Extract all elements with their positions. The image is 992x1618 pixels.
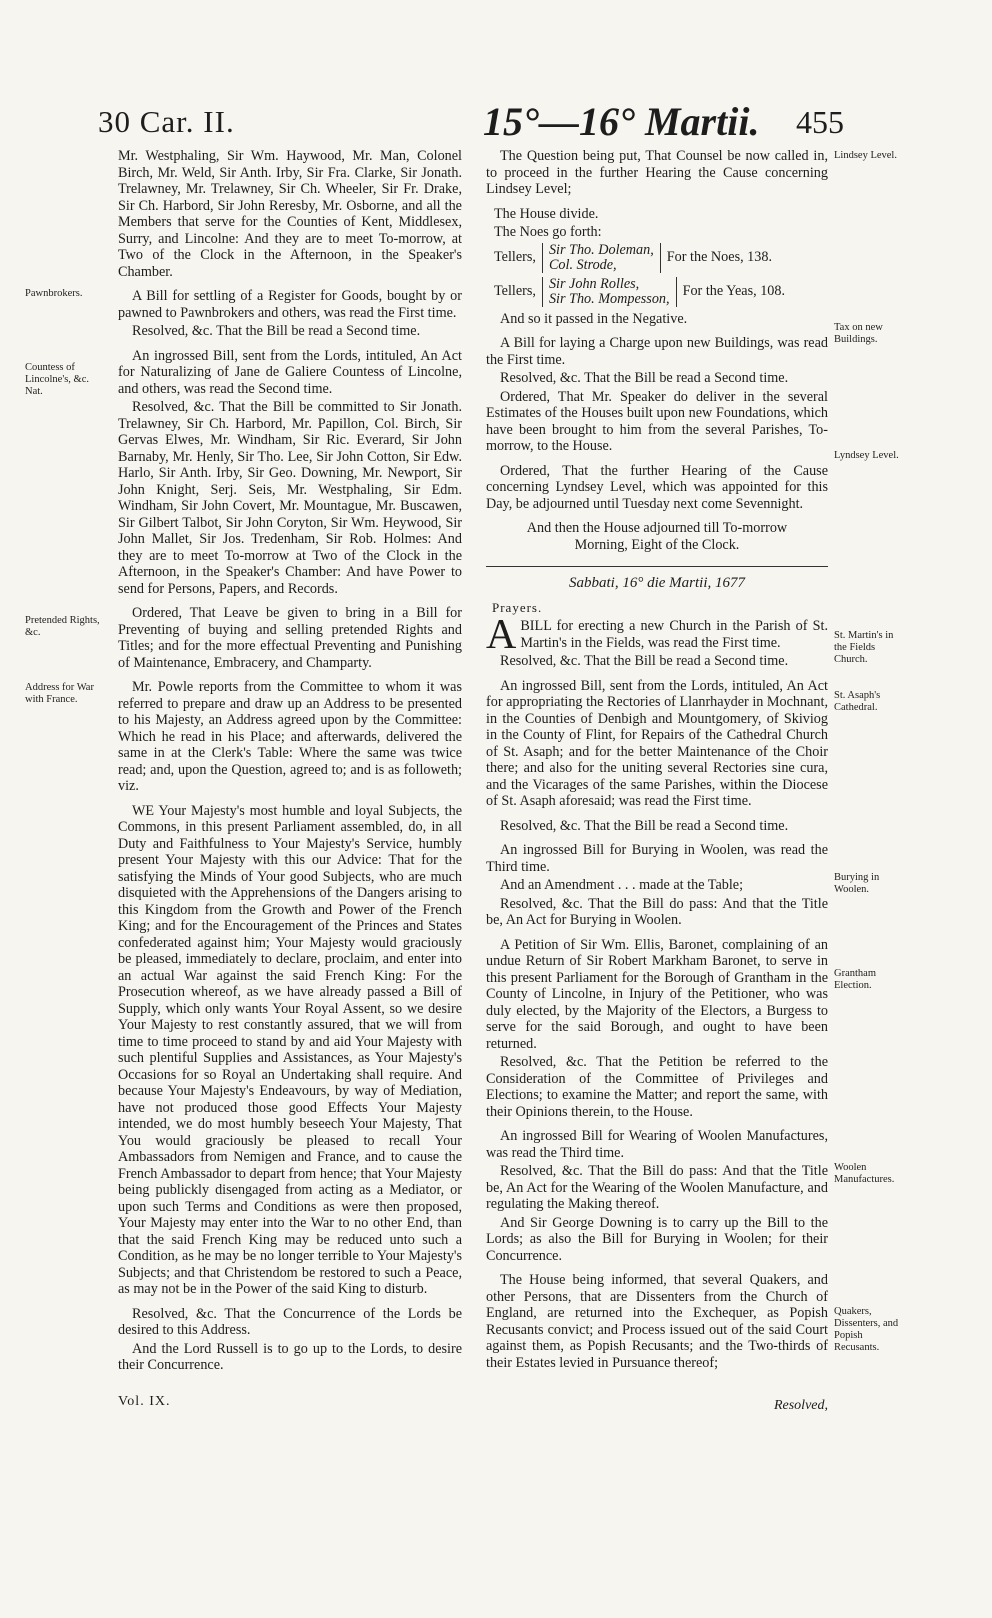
paragraph: Mr. Westphaling, Sir Wm. Haywood, Mr. Man, Colonel Birch, Mr. Weld, Sir Anth. Irby, Sir Fra. Clarke, Sir Jonath. Trelawney, Mr. Trelawney, Sir Ch. Wheeler, Sir Fr. Drake, Sir Ch. Harbord, Sir John Reresby, Mr. Osborne, and all the Members that serve for the Counties of Kent, Middlesex, Surry, and Lincolne: And they are to meet To-morrow, at Two of the Clock in the Afternoon, in the Speaker's Chamber. bbox=[118, 148, 462, 280]
paragraph: A Bill for laying a Charge upon new Buildings, was read the First time. bbox=[486, 335, 828, 368]
tellers-label: Tellers, bbox=[494, 283, 536, 300]
paragraph: An ingrossed Bill for Wearing of Woolen Manufactures, was read the Third time. bbox=[486, 1128, 828, 1161]
division-result: And so it passed in the Negative. bbox=[500, 310, 688, 327]
paragraph: And the Lord Russell is to go up to the Lords, to desire their Concurrence. bbox=[118, 1340, 462, 1373]
teller-name: Sir Tho. Mompesson, bbox=[548, 290, 670, 307]
tellers-noes bbox=[494, 243, 828, 273]
paragraph: Resolved, &c. That the Bill be read a Second time. bbox=[132, 323, 421, 339]
margin-note-lyndsey: Lyndsey Level. bbox=[834, 450, 899, 461]
paragraph: An ingrossed Bill, sent from the Lords, intituled, An Act for Naturalizing of Jane de Galiere Countess of Lincolne, and others, was read the Second time. bbox=[118, 347, 462, 397]
prayers-heading: Prayers. bbox=[492, 599, 543, 615]
paragraph: The Question being put, That Counsel be now called in, to proceed in the further Hearing the Cause concerning Lindsey Level; bbox=[486, 148, 828, 197]
section-divider bbox=[486, 566, 828, 567]
vote-count: For the Yeas, 108. bbox=[682, 283, 786, 300]
paragraph: A Petition of Sir Wm. Ellis, Baronet, complaining of an undue Return of Sir Robert Markham Baronet, to serve in this present Parliament for the Borough of Grantham in the County of Lincolne, in Injury of the Petitioner, who was duly elected, by the Majority of the Electors, a Burgess to serve for the said Borough, and ought to have been returned. bbox=[486, 936, 828, 1052]
teller-name: Col. Strode, bbox=[548, 256, 617, 273]
margin-note-quakers: Quakers, Dissenters, and Popish Recusants. bbox=[834, 1306, 899, 1353]
margin-note-lindsey: Lindsey Level. bbox=[834, 150, 897, 161]
paragraph: Mr. Powle reports from the Committee to whom it was referred to prepare and draw up an Address to be presented to his Majesty, an Address agreed upon by the Committee: Which he read in his Place; and afterwards, delivered the same in at the Clerk's Table: Where the same was twice read; and, upon the Question, agreed to; and is as followeth; viz. bbox=[118, 679, 462, 794]
right-column bbox=[486, 148, 828, 1379]
day-heading: Sabbati, 16° die Martii, 1677 bbox=[569, 575, 745, 591]
paragraph: Resolved, &c. That the Bill be read a Second time. bbox=[500, 653, 789, 669]
tellers-names bbox=[542, 277, 677, 307]
paragraph: Ordered, That Leave be given to bring in a Bill for Preventing of buying and selling pretended Rights and Titles; and for the more effectual Preventing and Punishing of Maintenance, Embracery, and Champarty. bbox=[118, 605, 462, 671]
margin-note-pawnbrokers: Pawnbrokers. bbox=[25, 288, 83, 299]
paragraph: Resolved, &c. That the Bill be read a Second time. bbox=[500, 370, 789, 386]
paragraph: A Bill for settling of a Register for Goods, bought by or pawned to Pawnbrokers and others, was read the First time. bbox=[118, 288, 462, 321]
paragraph bbox=[486, 612, 828, 658]
page-number: 455 bbox=[796, 104, 844, 140]
paragraph-text: BILL for erecting a new Church in the Parish of St. Martin's in the Fields, was read the First time. bbox=[520, 618, 828, 651]
drop-cap: A bbox=[486, 612, 517, 658]
vote-count: For the Noes, 138. bbox=[666, 249, 773, 266]
paragraph: Resolved, &c. That the Bill be read a Second time. bbox=[500, 817, 789, 834]
margin-note-st-asaph: St. Asaph's Cathedral. bbox=[834, 690, 881, 713]
paragraph: An ingrossed Bill for Burying in Woolen, was read the Third time. bbox=[486, 842, 828, 875]
paragraph: Resolved, &c. That the Concurrence of the Lords be desired to this Address. bbox=[118, 1305, 462, 1338]
paragraph: The House being informed, that several Quakers, and other Persons, that are Dissenters from the Church of England, are returned into the Exchequer, as Popish Recusants convict; and Process issued out of the said Court against them, as Popish Recusants; and the Two-thirds of their Estates levied in Pursuance thereof; bbox=[486, 1272, 828, 1371]
paragraph: Resolved, &c. That the Bill be committed to Sir Jonath. Trelawney, Sir Ch. Harbord, Mr. Papillon, Col. Birch, Sir Gervas Elwes, Mr. Windham, Sir Ric. Everard, Sir John Barnaby, Mr. Henly, Sir Tho. Lee, Sir John Cotton, Sir Edw. Harlo, Sir Anth. Irby, Sir Geo. Downing, Mr. Newport, Sir John Knight, Serj. Seis, Mr. Westphaling, Sir Edm. Windham, Sir John Covert, Mr. Mountague, Mr. Buscawen, Sir Gilbert Talbot, Sir John Coryton, Sir Wm. Heywood, Sir John Mallet, Sir Jos. Tredenham, Sir Rob. Holmes: And they are to meet To-morrow at Two of the Clock in the Afternoon, in the Speaker's Chamber: And have Power to send for Persons, Papers, and Records. bbox=[118, 399, 462, 597]
paragraph: Ordered, That Mr. Speaker do deliver in the several Estimates of the Houses built upon new Foundations, which have been brought to him from the several Parishes, To-morrow, to the House. bbox=[486, 388, 828, 454]
division-line: The Noes go forth: bbox=[494, 224, 602, 240]
teller-name: Sir John Rolles, bbox=[548, 275, 640, 292]
margin-note-grantham: Grantham Election. bbox=[834, 968, 876, 991]
margin-note-burying: Burying in Woolen. bbox=[834, 872, 880, 895]
paragraph: And an Amendment . . . made at the Table; bbox=[500, 877, 744, 893]
teller-name: Sir Tho. Doleman, bbox=[548, 241, 654, 258]
page-header bbox=[98, 99, 844, 150]
margin-note-woolen: Woolen Manufactures. bbox=[834, 1162, 895, 1185]
left-column bbox=[118, 148, 462, 1382]
tellers-label: Tellers, bbox=[494, 249, 536, 266]
running-head-left: 30 Car. II. bbox=[98, 104, 235, 139]
tellers-names bbox=[542, 243, 661, 273]
catchword: Resolved, bbox=[773, 1398, 828, 1413]
margin-note-pretended-rights: Pretended Rights, &c. bbox=[25, 615, 100, 638]
paragraph: Resolved, &c. That the Bill do pass: And that the Title be, An Act for Burying in Woolen. bbox=[486, 895, 828, 928]
division-line: The House divide. bbox=[494, 205, 599, 222]
margin-note-st-martins: St. Martin's in the Fields Church. bbox=[834, 630, 894, 665]
margin-note-tax: Tax on new Buildings. bbox=[834, 322, 883, 345]
running-head-date: 15°—16° Martii. bbox=[483, 99, 760, 144]
adjournment: And then the House adjourned till To-morrow Morning, Eight of the Clock. bbox=[526, 520, 788, 553]
tellers-yeas bbox=[494, 277, 828, 307]
margin-note-address-war: Address for War with France. bbox=[25, 682, 94, 705]
margin-note-countess: Countess of Lincolne's, &c. Nat. bbox=[25, 362, 89, 397]
volume-mark: Vol. IX. bbox=[118, 1394, 171, 1409]
paragraph: And Sir George Downing is to carry up the Bill to the Lords; as also the Bill for Burying in Woolen; for their Concurrence. bbox=[486, 1214, 828, 1264]
paragraph: Resolved, &c. That the Bill do pass: And that the Title be, An Act for the Wearing of the Woolen Manufacture, and regulating the Making thereof. bbox=[486, 1163, 828, 1212]
address-text: WE Your Majesty's most humble and loyal Subjects, the Commons, in this present Parliament assembled, do, in all Duty and Faithfulness to Your Majesty's Service, humbly present Your Majesty with this our Advice: That for the satisfying the Minds of Your good Subjects, who are much disquieted with the Apprehensions of the Dangers arising to this Kingdom from the Growth and Power of the French King; and for the Encouragement of the Princes and States confederated against him; Your Majesty would graciously be pleased, immediately to declare, proclaim, and enter into an actual War against the said French King: For the Prosecution whereof, as we have already passed a Bill of Supply, which only wants Your Royal Assent, so we desire Your Majesty to rest constantly assured, that we will from time to time proceed to stand by and aid Your Majesty with such plentiful Supplies and Assistances, as Your Majesty's Occasions for so Royal an Undertaking shall require. And because Your Majesty's Endeavours, by way of Mediation, have not produced those good Effects Your Majesty intended, we do most humbly beseech Your Majesty, That You would graciously be pleased to recall Your Ambassadors from Nemigen and France, and to cause the French Ambassador to depart from hence; that Your Majesty being publickly disengaged from acting as a Mediator, or upon such Terms and Conditions as were then proposed, Your Majesty may enter into the War to no other End, than that the said French King may be reduced unto such a Condition, as he may be no longer terrible to Your Majesty's Subjects; and that Christendom be restored to such a Peace, as may not be in the Power of the said King to disturb. bbox=[118, 802, 462, 1297]
paragraph: Resolved, &c. That the Petition be referred to the Consideration of the Committee of Privileges and Elections; to examine the Matter; and report the same, with their Opinions therein, to the House. bbox=[486, 1054, 828, 1120]
paragraph: An ingrossed Bill, sent from the Lords, intituled, An Act for appropriating the Rectories of Llanrhayder in Mochnant, in the Counties of Denbigh and Mountgomery, of Skiviog in the County of Flint, for Repairs of the Cathedral Church of St. Asaph; and for the better Maintenance of the Choir there; and also for the uniting several Rectories sine cura, and the Vicarages of the same Parishes, within the Diocese of St. Asaph aforesaid; was read the First time. bbox=[486, 677, 828, 809]
paragraph: Ordered, That the further Hearing of the Cause concerning Lyndsey Level, which was appointed for this Day, be adjourned until Tuesday next come Sevennight. bbox=[486, 462, 828, 512]
